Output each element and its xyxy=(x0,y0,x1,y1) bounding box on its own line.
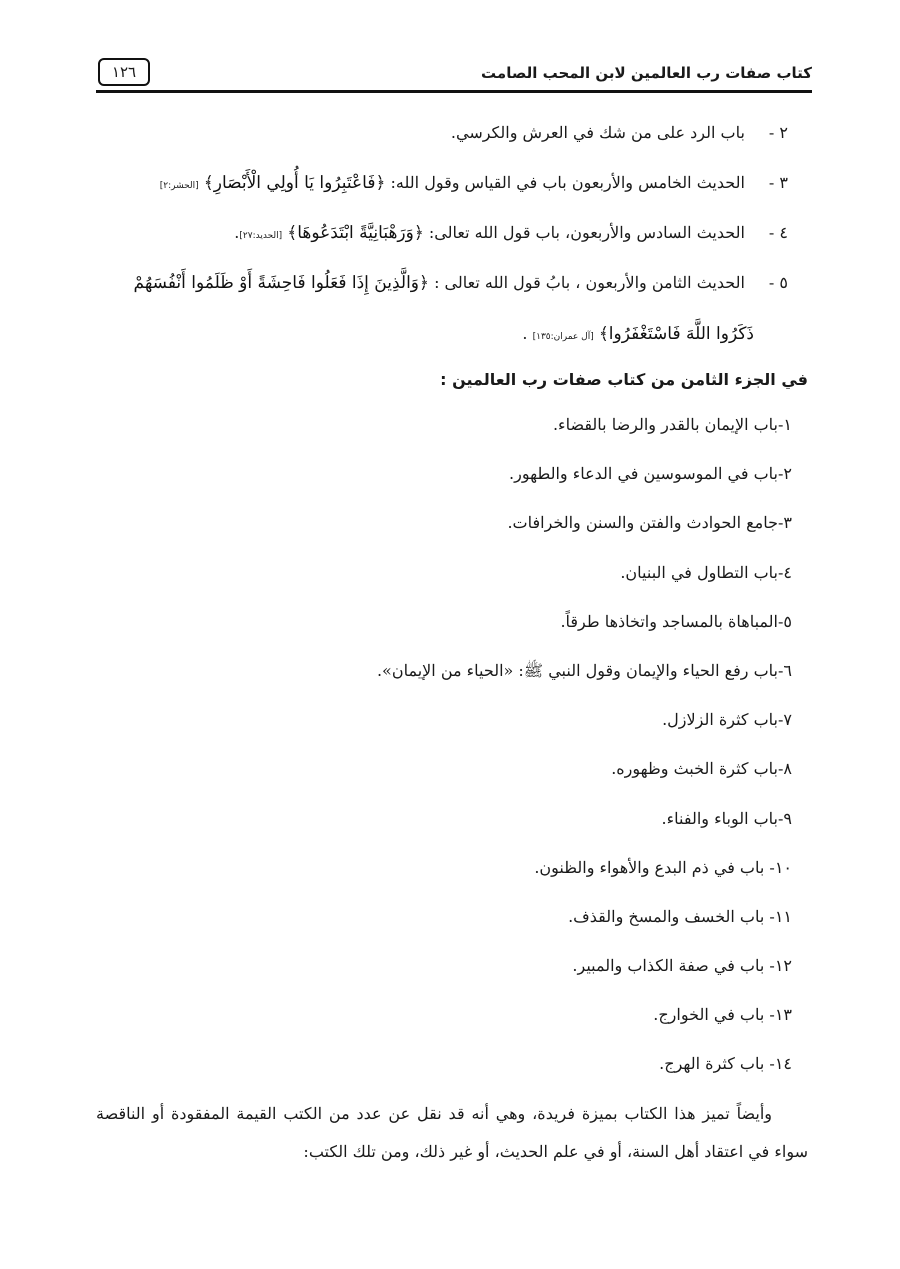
quran-verse: ﴿فَاعْتَبِرُوا يَا أُولِي الْأَبْصَارِ﴾ xyxy=(203,173,386,193)
closing-paragraph: وأيضاً تميز هذا الكتاب بميزة فريدة، وهي أنه قد نقل عن عدد من الكتب القيمة المفقودة أو الناقصة سواء في اعتقاد أهل السنة، أو في علم الحديث، أو غير ذلك، ومن تلك الكتب: xyxy=(96,1103,808,1161)
item-text: الحديث الثامن والأربعون ، بابُ قول الله تعالى : xyxy=(434,273,745,292)
list-item: ١٠- باب في ذم البدع والأهواء والظنون. xyxy=(534,857,792,877)
running-header xyxy=(96,56,812,92)
quran-verse: ذَكَرُوا اللَّهَ فَاسْتَغْفَرُوا﴾ xyxy=(598,324,754,344)
list-item xyxy=(96,258,808,308)
page-number: ١٢٦ xyxy=(98,58,150,86)
item-tail: . xyxy=(522,324,528,343)
list-item: ٧-باب كثرة الزلازل. xyxy=(662,710,792,730)
list-item: ١-باب الإيمان بالقدر والرضا بالقضاء. xyxy=(552,415,792,434)
item-number: ٣ - xyxy=(768,173,788,192)
list-item xyxy=(96,208,808,258)
list-item: ٨-باب كثرة الخبث وظهوره. xyxy=(611,759,792,779)
header-divider xyxy=(96,90,812,93)
list-item: ٤-باب التطاول في البنيان. xyxy=(620,562,792,582)
page-body xyxy=(96,108,808,1187)
item-text: الحديث الخامس والأربعون باب في القياس وقول الله: xyxy=(390,173,745,192)
book-title: كتاب صفات رب العالمين لابن المحب الصامت xyxy=(481,64,812,82)
list-item: ٣-جامع الحوادث والفتن والسنن والخرافات. xyxy=(507,513,792,533)
section-heading: في الجزء الثامن من كتاب صفات رب العالمين : xyxy=(440,370,808,389)
item-text: باب الرد على من شك في العرش والكرسي. xyxy=(450,123,745,142)
item-tail: . xyxy=(234,223,240,242)
list-item: ١٣- باب في الخوارج. xyxy=(653,1005,792,1025)
quran-verse: ﴿وَالَّذِينَ إِذَا فَعَلُوا فَاحِشَةً أَوْ ظَلَمُوا أَنْفُسَهُمْ xyxy=(133,273,429,293)
list-item: ١٤- باب كثرة الهرج. xyxy=(659,1054,792,1074)
list-item: ١١- باب الخسف والمسخ والقذف. xyxy=(568,906,792,926)
verse-continuation xyxy=(96,308,808,360)
quran-verse: ﴿وَرَهْبَانِيَّةً ابْتَدَعُوهَا﴾ xyxy=(287,223,424,243)
list-item xyxy=(96,108,808,158)
verse-citation: [آل عمران:١٣٥] xyxy=(532,332,594,342)
item-number: ٥ - xyxy=(768,273,788,292)
verse-citation: [الحديد:٢٧] xyxy=(239,231,283,241)
item-text: الحديث السادس والأربعون، باب قول الله تعالى: xyxy=(428,223,745,242)
list-item: ٦-باب رفع الحياء والإيمان وقول النبي ﷺ: «الحياء من الإيمان». xyxy=(376,660,792,680)
list-item: ٥-المباهاة بالمساجد واتخاذها طرقاً. xyxy=(560,611,792,631)
list-item: ٢-باب في الموسوسين في الدعاء والطهور. xyxy=(509,464,792,484)
list-item: ١٢- باب في صفة الكذاب والمبير. xyxy=(572,956,792,976)
verse-citation: [الحشر:٢] xyxy=(159,181,199,191)
item-number: ٢ - xyxy=(768,123,788,142)
list-item: ٩-باب الوباء والفناء. xyxy=(661,808,792,828)
list-item xyxy=(96,158,808,208)
section-list xyxy=(96,400,808,1089)
item-number: ٤ - xyxy=(768,223,788,242)
